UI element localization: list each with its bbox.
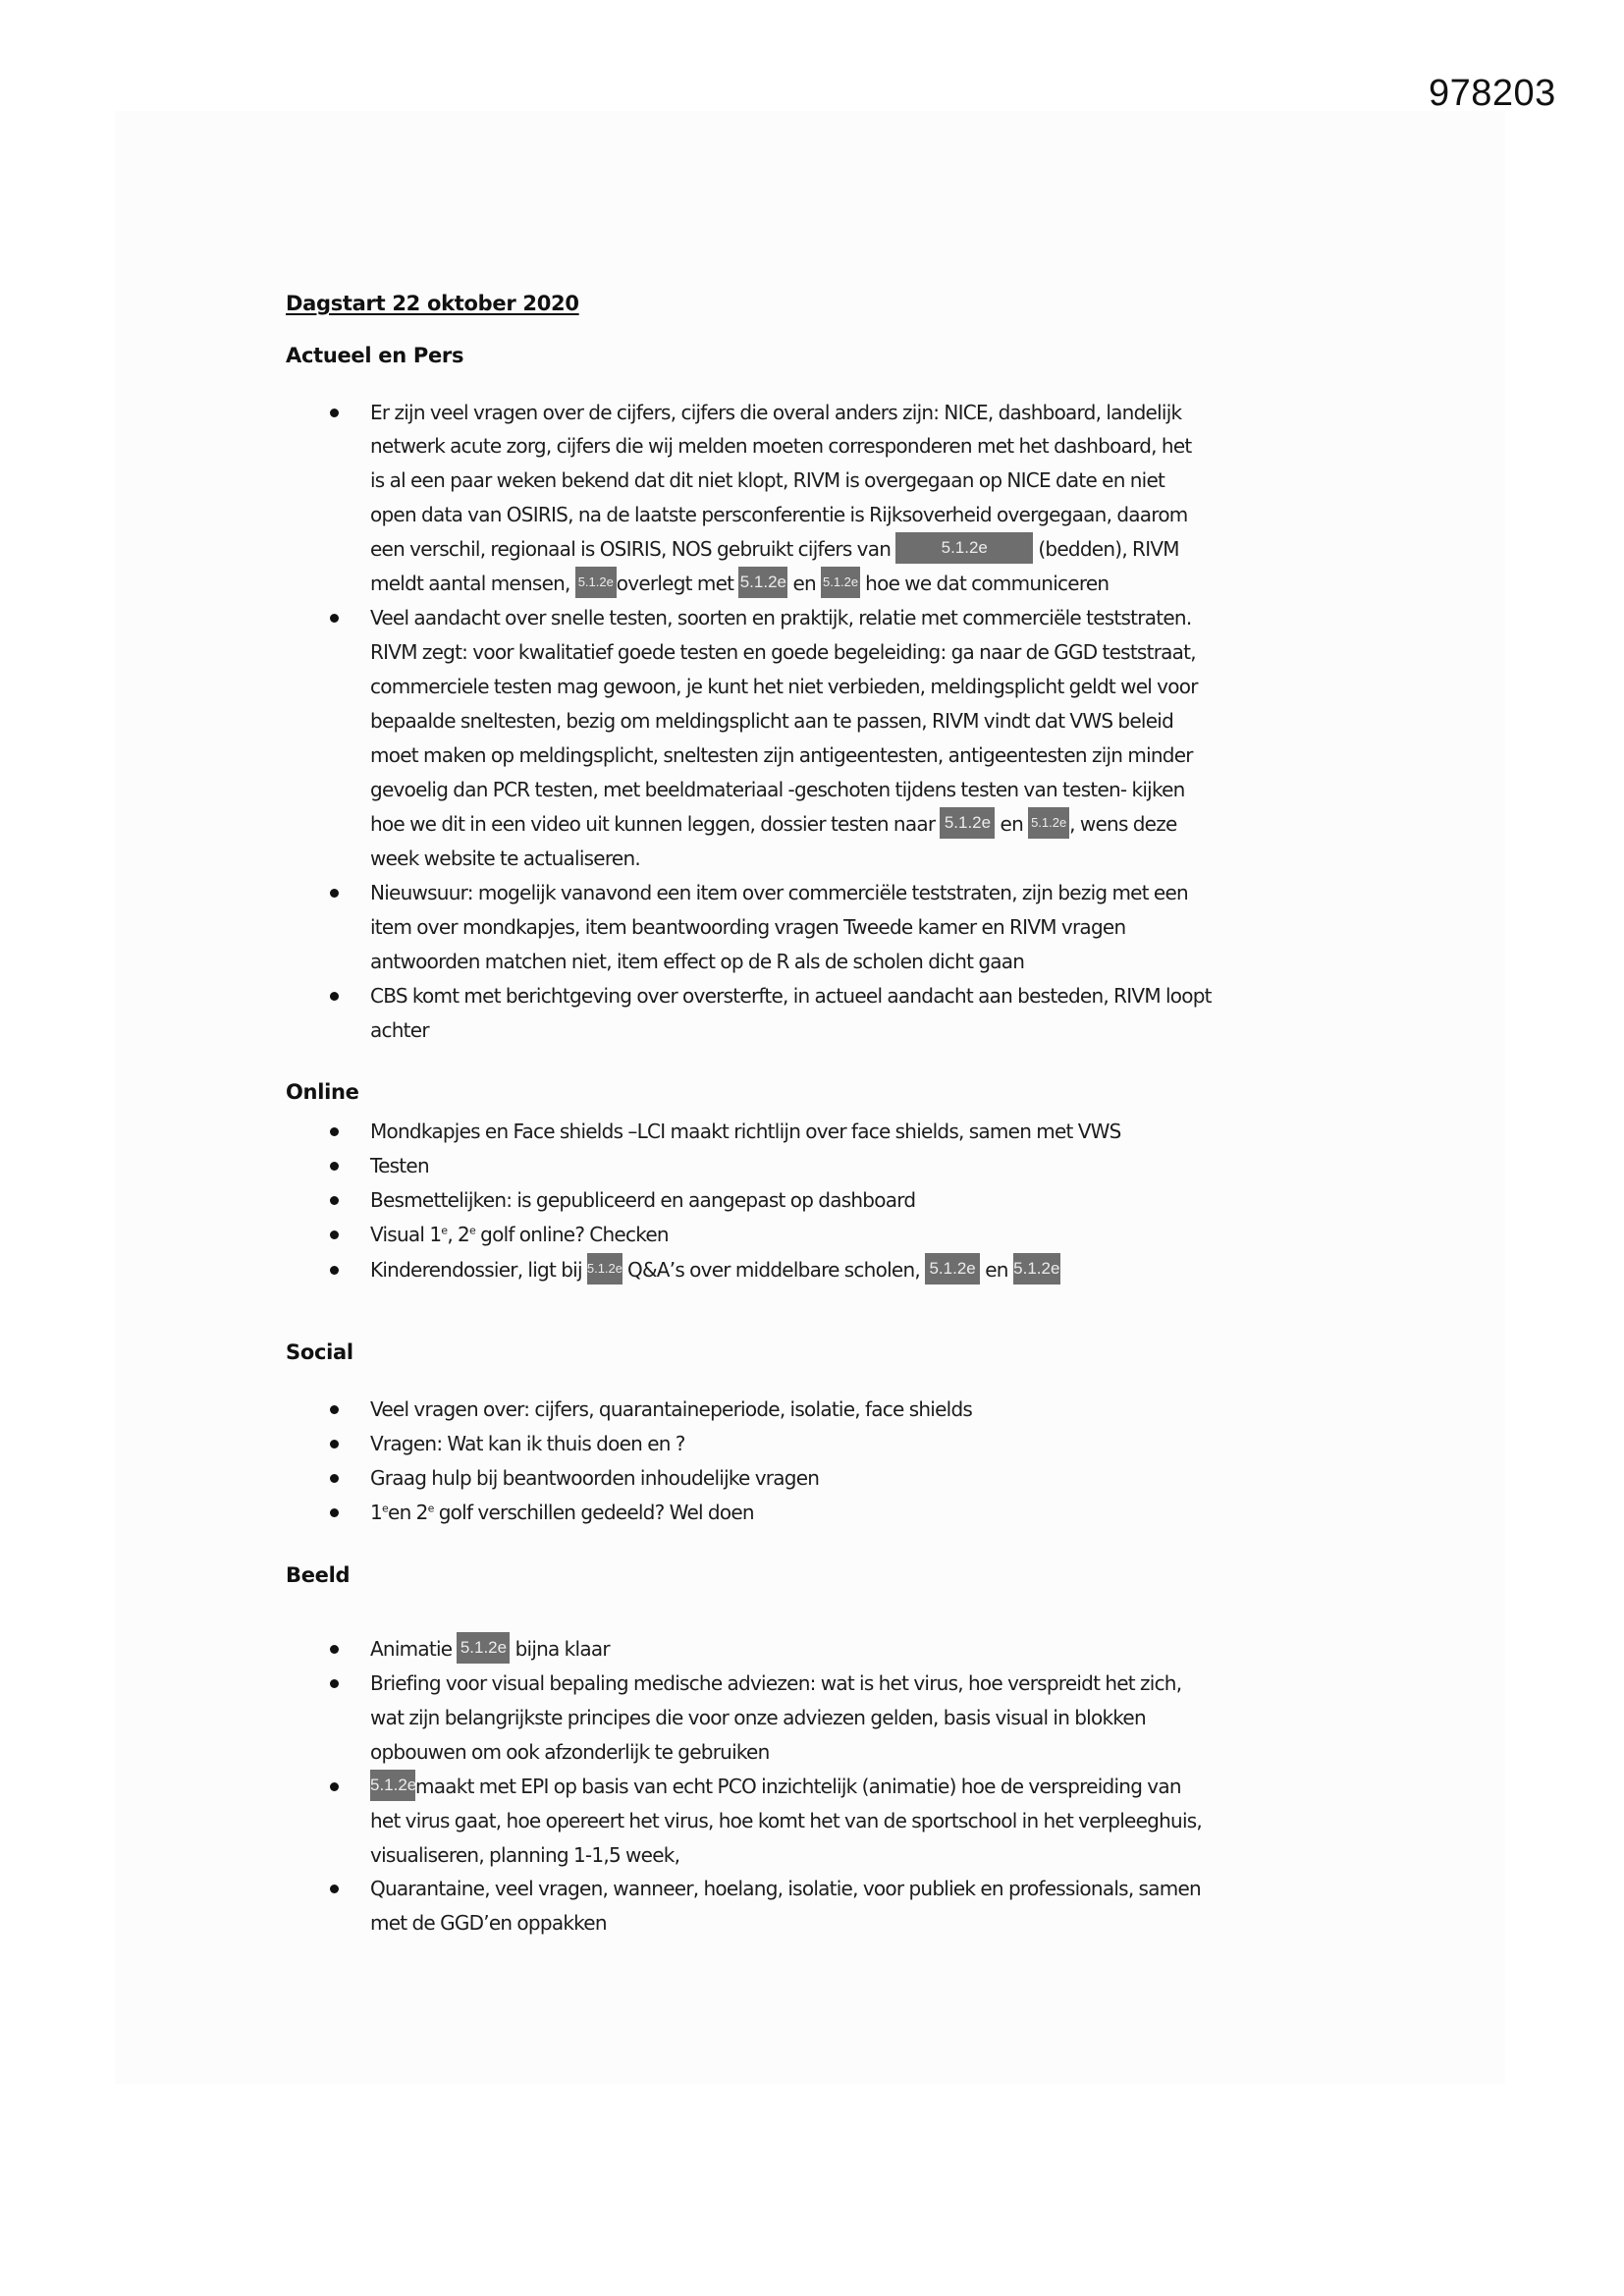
text-run: RIVM zegt: voor kwalitatief goede testen en goede begeleiding: ga naar de GGD teststraat,	[370, 640, 1196, 664]
text-run: Vragen: Wat kan ik thuis doen en ?	[370, 1432, 685, 1455]
redaction-box: 5.1.2e	[738, 567, 787, 598]
text-run: wat zijn belangrijkste principes die voor onze adviezen gelden, basis visual in blokken	[370, 1706, 1146, 1729]
text-run: CBS komt met berichtgeving over oversterfte, in actueel aandacht aan besteden, RIVM loopt	[370, 984, 1212, 1008]
bullet-icon	[330, 1127, 339, 1136]
text-run: Mondkapjes en Face shields –LCI maakt richtlijn over face shields, samen met VWS	[370, 1120, 1121, 1143]
section-heading: Actueel en Pers	[286, 344, 464, 367]
list-item-line	[370, 704, 1173, 738]
text-run: Besmettelijken: is gepubliceerd en aangepast op dashboard	[370, 1188, 916, 1212]
text-run: visualiseren, planning 1-1,5 week,	[370, 1843, 680, 1867]
redaction-box: 5.1.2e	[1013, 1253, 1060, 1285]
bullet-icon	[330, 409, 339, 417]
redaction-box: 5.1.2e	[587, 1253, 623, 1285]
list-item-line	[370, 532, 1179, 567]
text-run: golf verschillen gedeeld? Wel doen	[433, 1501, 754, 1524]
list-item-line	[370, 738, 1193, 773]
text-run: antwoorden matchen niet, item effect op de R als de scholen dicht gaan	[370, 950, 1025, 973]
list-item-line	[370, 1838, 679, 1873]
redaction-box: 5.1.2e	[1028, 807, 1069, 839]
text-run: en 2	[388, 1501, 428, 1524]
superscript: e	[427, 1502, 434, 1515]
list-item-line	[370, 1013, 429, 1048]
bullet-icon	[330, 1645, 339, 1654]
text-run: commerciele testen mag gewoon, je kunt het niet verbieden, meldingsplicht geldt wel voor	[370, 675, 1198, 698]
list-item-line	[370, 670, 1198, 704]
text-run: Nieuwsuur: mogelijk vanavond een item over commerciële teststraten, zijn bezig met een	[370, 881, 1188, 904]
text-run: Graag hulp bij beantwoorden inhoudelijke vragen	[370, 1466, 820, 1490]
bullet-icon	[330, 1196, 339, 1205]
text-run: hoe we dit in een video uit kunnen leggen, dossier testen naar	[370, 812, 941, 836]
document-id-number: 978203	[1429, 73, 1556, 114]
list-item-line	[370, 1115, 1121, 1149]
text-run: item over mondkapjes, item beantwoording vragen Tweede kamer en RIVM vragen	[370, 915, 1126, 939]
text-run: , wens deze	[1069, 812, 1177, 836]
text-run: Q&A’s over middelbare scholen,	[622, 1258, 926, 1282]
text-run: en	[980, 1258, 1013, 1282]
superscript: e	[381, 1502, 389, 1515]
redaction-box: 5.1.2e	[575, 567, 617, 598]
text-run: hoe we dat communiceren	[860, 572, 1110, 595]
list-item-line	[370, 1393, 972, 1427]
document-title: Dagstart 22 oktober 2020	[286, 292, 579, 315]
list-item-line	[370, 464, 1164, 498]
list-item-line	[370, 1632, 610, 1667]
text-run: maakt met EPI op basis van echt PCO inzichtelijk (animatie) hoe de verspreiding van	[415, 1775, 1181, 1798]
list-item-line	[370, 979, 1212, 1013]
bullet-icon	[330, 1474, 339, 1483]
text-run: Quarantaine, veel vragen, wanneer, hoelang, isolatie, voor publiek en professionals, samen	[370, 1877, 1201, 1900]
text-run: golf online? Checken	[475, 1223, 669, 1246]
bullet-icon	[330, 1405, 339, 1414]
section-heading: Beeld	[286, 1563, 351, 1587]
text-run: het virus gaat, hoe opereert het virus, hoe komt het van de sportschool in het verpleeghuis,	[370, 1809, 1203, 1832]
list-item-line	[370, 429, 1191, 464]
text-run: bijna klaar	[510, 1637, 610, 1661]
list-item-line	[370, 1735, 770, 1770]
list-item-line	[370, 1253, 1060, 1287]
redaction-box: 5.1.2e	[895, 532, 1033, 564]
text-run: Er zijn veel vragen over de cijfers, cijfers die overal anders zijn: NICE, dashboard, landelijk	[370, 401, 1182, 424]
bullet-icon	[330, 1679, 339, 1688]
bullet-icon	[330, 1782, 339, 1791]
superscript: e	[441, 1224, 448, 1237]
text-run: Visual 1	[370, 1223, 442, 1246]
text-run: open data van OSIRIS, na de laatste persconferentie is Rijksoverheid overgegaan, daarom	[370, 503, 1188, 526]
text-run: moet maken op meldingsplicht, sneltesten zijn antigeentesten, antigeentesten zijn minder	[370, 743, 1193, 767]
text-run: overlegt met	[616, 572, 739, 595]
list-item-line	[370, 396, 1181, 430]
text-run: 1	[370, 1501, 382, 1524]
text-run: bepaalde sneltesten, bezig om meldingsplicht aan te passen, RIVM vindt dat VWS beleid	[370, 709, 1174, 733]
text-run: (bedden), RIVM	[1033, 537, 1179, 561]
text-run: Veel aandacht over snelle testen, soorten en praktijk, relatie met commerciële teststraten.	[370, 606, 1192, 629]
list-item-line	[370, 807, 1177, 842]
list-item-line	[370, 1872, 1201, 1906]
list-item-line	[370, 773, 1185, 807]
redaction-box: 5.1.2e	[925, 1253, 980, 1285]
list-item-line	[370, 1218, 669, 1252]
text-run: Veel vragen over: cijfers, quarantaineperiode, isolatie, face shields	[370, 1397, 973, 1421]
text-run: netwerk acute zorg, cijfers die wij melden moeten corresponderen met het dashboard, het	[370, 434, 1192, 458]
redaction-box: 5.1.2e	[940, 807, 995, 839]
text-run: en	[995, 812, 1029, 836]
bullet-icon	[330, 614, 339, 623]
text-run: Briefing voor visual bepaling medische adviezen: wat is het virus, hoe verspreidt het zich,	[370, 1671, 1182, 1695]
text-run: Animatie	[370, 1637, 458, 1661]
bullet-icon	[330, 1230, 339, 1239]
redaction-box: 5.1.2e	[370, 1770, 415, 1801]
list-item-line	[370, 910, 1125, 945]
section-heading: Online	[286, 1080, 359, 1104]
list-item-line	[370, 567, 1109, 601]
list-item-line	[370, 1427, 685, 1461]
redaction-box: 5.1.2e	[821, 567, 860, 598]
text-run: meldt aantal mensen,	[370, 572, 575, 595]
list-item-line	[370, 876, 1188, 910]
text-run: en	[787, 572, 822, 595]
list-item-line	[370, 635, 1196, 670]
list-item-line	[370, 1701, 1146, 1735]
list-item-line	[370, 1461, 819, 1496]
text-run: met de GGD’en oppakken	[370, 1911, 607, 1935]
list-item-line	[370, 498, 1188, 532]
text-run: gevoelig dan PCR testen, met beeldmateriaal -geschoten tijdens testen van testen- kijken	[370, 778, 1185, 801]
text-run: Testen	[370, 1154, 429, 1177]
text-run: is al een paar weken bekend dat dit niet klopt, RIVM is overgegaan op NICE date en niet	[370, 468, 1165, 492]
bullet-icon	[330, 1508, 339, 1517]
bullet-icon	[330, 1440, 339, 1449]
bullet-icon	[330, 1885, 339, 1893]
text-run: Kinderendossier, ligt bij	[370, 1258, 587, 1282]
bullet-icon	[330, 1266, 339, 1275]
bullet-icon	[330, 889, 339, 898]
redaction-box: 5.1.2e	[457, 1632, 510, 1664]
list-item-line	[370, 1183, 915, 1218]
bullet-icon	[330, 1162, 339, 1171]
section-heading: Social	[286, 1340, 353, 1364]
list-item-line	[370, 601, 1191, 635]
text-run: week website te actualiseren.	[370, 847, 640, 870]
list-item-line	[370, 1804, 1202, 1838]
superscript: e	[469, 1224, 476, 1237]
text-run: opbouwen om ook afzonderlijk te gebruiken	[370, 1740, 770, 1764]
list-item-line	[370, 1667, 1181, 1701]
list-item-line	[370, 1906, 607, 1941]
list-item-line	[370, 842, 640, 876]
bullet-icon	[330, 992, 339, 1001]
text-run: een verschil, regionaal is OSIRIS, NOS gebruikt cijfers van	[370, 537, 896, 561]
text-run: , 2	[447, 1223, 470, 1246]
list-item-line	[370, 1770, 1181, 1804]
text-run: achter	[370, 1018, 429, 1042]
list-item-line	[370, 945, 1024, 979]
list-item-line	[370, 1149, 429, 1183]
list-item-line	[370, 1496, 754, 1530]
